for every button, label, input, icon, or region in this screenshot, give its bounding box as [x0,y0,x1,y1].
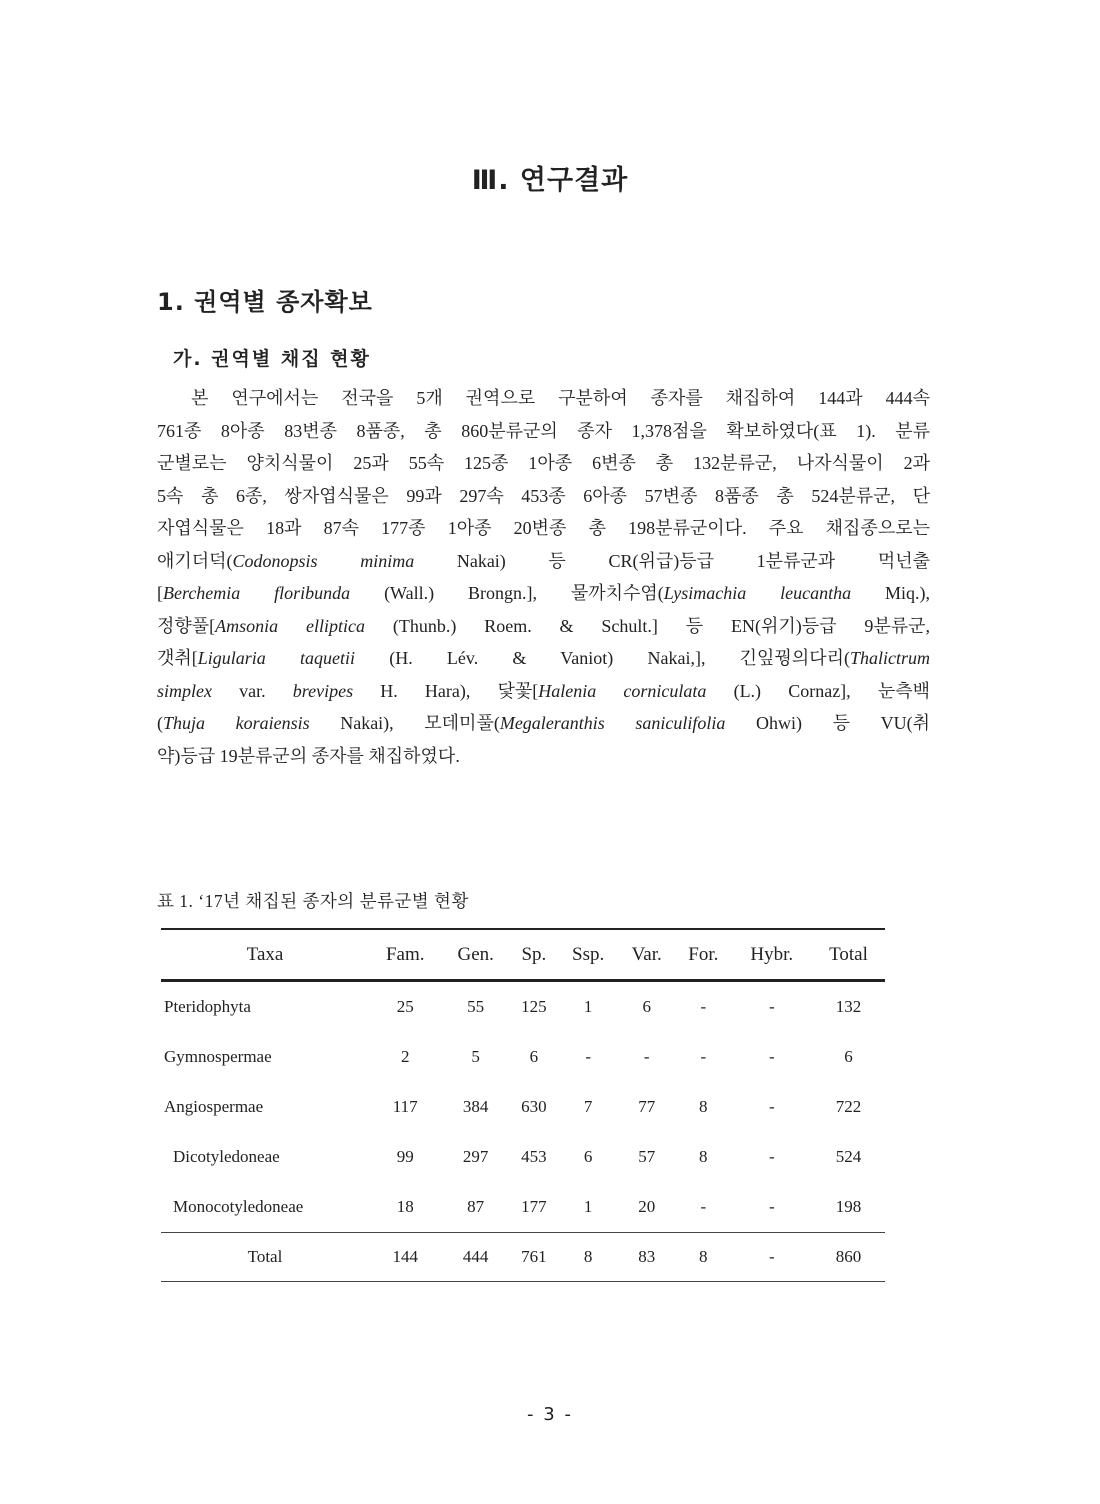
table-cell: 18 [396,1197,414,1216]
taxa-cell: Gymnospermae [164,1047,272,1066]
table-cell: 8 [675,1233,732,1282]
paragraph-line: [Berchemia floribunda (Wall.) Brongn.], 물까치수염(Lysimachia leucantha Miq.), [157,583,930,603]
paragraph-line: (Thuja koraiensis Nakai), 모데미풀(Megaleranthis saniculifolia Ohwi) 등 VU(취 [157,713,930,733]
table-cell: 55 [467,997,485,1016]
table-cell: - [768,1047,775,1066]
table-cell: 132 [835,997,862,1016]
table-cell: 8 [699,1097,708,1116]
column-header: Taxa [161,929,369,981]
table-cell: 1 [583,997,593,1016]
paragraph-line: 군별로는 양치식물이 25과 55속 125종 1아종 6변종 총 132분류군, 나자식물이 2과 [157,453,930,473]
table-cell: 5 [471,1047,480,1066]
column-header: Var. [618,929,675,981]
column-header: Gen. [441,929,509,981]
table-cell: 524 [835,1147,862,1166]
table-cell: 453 [521,1147,547,1166]
table-cell: 20 [638,1197,656,1216]
paragraph-line: 갯취[Ligularia taquetii (H. Lév. & Vaniot) Nakai,], 긴잎꿩의다리(Thalictrum [157,648,930,668]
table-cell: - [768,997,775,1016]
table-cell: 722 [835,1097,862,1116]
table-cell: 198 [835,1197,862,1216]
table-cell: 99 [396,1147,414,1166]
table-cell: - [585,1047,591,1066]
paragraph-line: 자엽식물은 18과 87속 177종 1아종 20변종 총 198분류군이다. 주요 채집종으로는 [157,518,930,538]
taxa-cell: Monocotyledoneae [173,1197,304,1216]
paragraph-line: 761종 8아종 83변종 8품종, 총 860분류군의 종자 1,378점을 확보하였다(표 1). 분류 [157,420,930,441]
taxa-cell: Total [161,1233,369,1282]
table-cell: 444 [441,1233,509,1282]
table-cell: - [732,1233,812,1282]
table-cell: 761 [510,1233,558,1282]
table-cell: 77 [638,1097,656,1116]
table-cell: 25 [396,997,414,1016]
table-cell: - [700,1047,707,1066]
table-cell: 144 [369,1233,441,1282]
table-cell: 1 [583,1197,593,1216]
table-cell: 860 [812,1233,885,1282]
table-row [161,1082,885,1132]
column-header: Sp. [510,929,558,981]
table-row [161,1182,885,1233]
table-row [161,981,885,1033]
column-header: Fam. [369,929,441,981]
table-header-row [161,929,885,981]
table-cell: 177 [521,1197,547,1216]
table-cell: - [768,1197,775,1216]
table-cell: 6 [583,1147,593,1166]
table-cell: 6 [529,1047,539,1066]
table-row [161,1032,885,1082]
table-cell: 2 [400,1047,410,1066]
table-total-row [161,1233,885,1282]
table-cell: 57 [638,1147,656,1166]
table-caption: 표 1. ‘17년 채집된 종자의 분류군별 현황 [157,891,469,911]
paragraph-line: 5속 총 6종, 쌍자엽식물은 99과 297속 453종 6아종 57변종 8품종 총 524분류군, 단 [157,485,930,506]
paragraph-line: 정향풀[Amsonia elliptica (Thunb.) Roem. & Schult.] 등 EN(위기)등급 9분류군, [157,615,931,636]
paragraph-line: 약)등급 19분류군의 종자를 채집하였다. [157,745,460,766]
chapter-title: Ⅲ. 연구결과 [471,165,629,196]
table-cell: 83 [618,1233,675,1282]
table-cell: - [768,1097,775,1116]
table-cell: - [700,997,707,1016]
paragraph-line: simplex var. brevipes H. Hara), 닻꽃[Halenia corniculata (L.) Cornaz], 눈측백 [157,680,930,701]
taxa-cell: Angiospermae [164,1097,264,1116]
taxa-cell: Dicotyledoneae [173,1147,280,1166]
paragraph-line: 애기더덕(Codonopsis minima Nakai) 등 CR(위급)등급 1분류군과 먹넌출 [157,550,930,571]
subsection-title: 가. 권역별 채집 현황 [173,348,371,370]
table-cell: 125 [521,997,547,1016]
table-cell: 8 [699,1147,708,1166]
table-cell: 6 [642,997,651,1016]
paragraph-line: 본 연구에서는 전국을 5개 권역으로 구분하여 종자를 채집하여 144과 444속 [191,388,930,408]
body-paragraph [157,382,930,772]
table-cell: 384 [462,1097,489,1116]
table-row [161,1132,885,1182]
taxa-cell: Pteridophyta [164,997,251,1016]
table-cell: 87 [467,1197,485,1216]
table-cell: 7 [583,1097,593,1116]
column-header: Hybr. [732,929,812,981]
table-cell: 297 [462,1147,489,1166]
table-cell: 630 [521,1097,547,1116]
table-cell: 6 [844,1047,853,1066]
table-cell: - [700,1197,707,1216]
column-header: For. [675,929,732,981]
column-header: Total [812,929,885,981]
table-cell: 117 [392,1097,418,1116]
page-number: - 3 - [527,1404,573,1425]
table-cell: - [768,1147,775,1166]
taxa-table [161,928,885,1282]
table-cell: - [643,1047,650,1066]
column-header: Ssp. [558,929,619,981]
table-cell: 8 [558,1233,619,1282]
section-title: 1. 권역별 종자확보 [157,288,373,316]
